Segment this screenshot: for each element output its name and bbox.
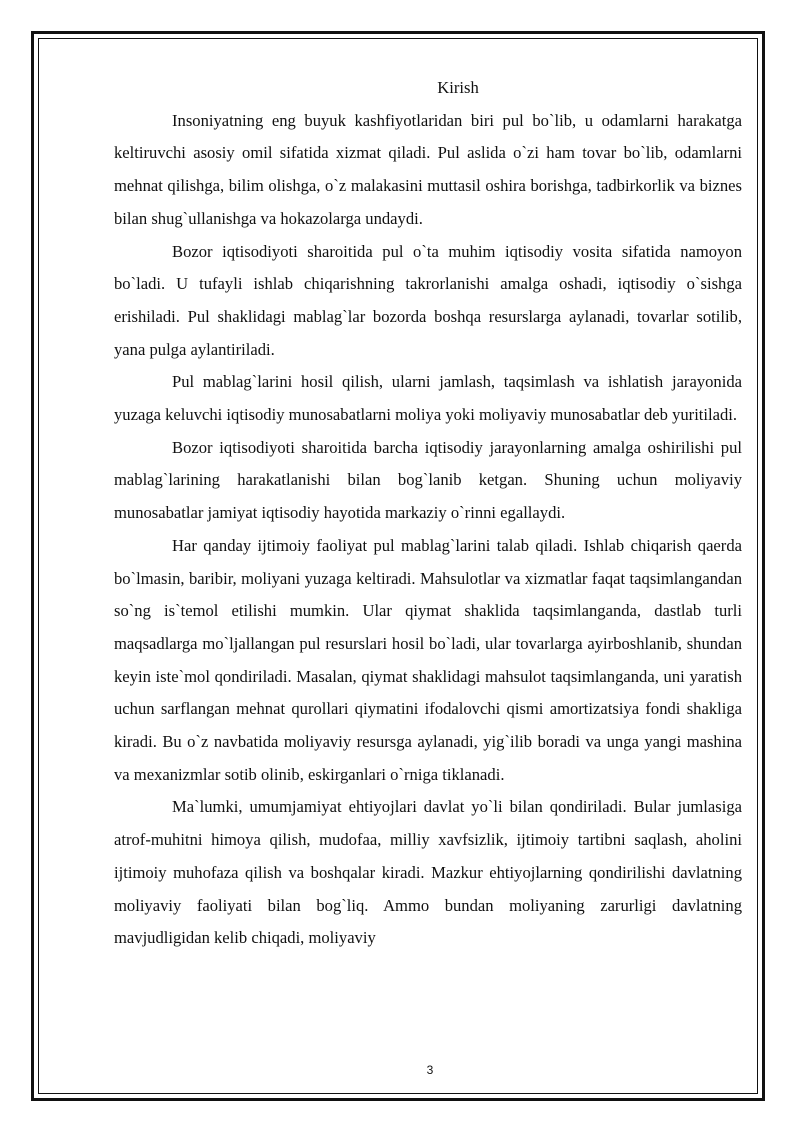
paragraph-3: Pul mablag`larini hosil qilish, ularni jamlash, taqsimlash va ishlatish jarayonida yuzaga keluvchi iqtisodiy munosabatlarni moliya yoki moliyaviy munosabatlar deb yuritiladi. <box>114 372 742 425</box>
document-title: Kirish <box>437 78 479 97</box>
page-number: 3 <box>426 1063 434 1077</box>
document-body <box>114 72 742 955</box>
paragraph-1: Insoniyatning eng buyuk kashfiyotlaridan biri pul bo`lib, u odamlarni harakatga keltiruvchi asosiy omil sifatida xizmat qiladi. Pul aslida o`zi ham tovar bo`lib, odamlarni mehnat qilishga, bilim olishga, o`z malakasini muttasil oshira borishga, tadbirkorlik va biznes bilan shug`ullanishga va hokazolarga undaydi. <box>114 110 742 228</box>
paragraph-5: Har qanday ijtimoiy faoliyat pul mablag`larini talab qiladi. Ishlab chiqarish qaerda bo`lmasin, baribir, moliyani yuzaga keltiradi. Mahsulotlar va xizmatlar faqat taqsimlangandan so`ng is`temol etilishi mumkin. Ular qiymat shaklida taqsimlanganda, dastlab turli maqsadlarga mo`ljallangan pul resurslari hosil bo`ladi, ular tovarlarga ayirboshlanib, shundan keyin iste`mol qondiriladi. Masalan, qiymat shaklidagi mahsulot taqsimlanganda, uni yaratish uchun sarflangan mehnat qurollari qiymatini ifodalovchi qismi amortizatsiya fondi shakliga kiradi. Bu o`z navbatida moliyaviy resursga aylanadi, yig`ilib boradi va unga yangi mashina va mexanizmlar sotib olinib, eskirganlari o`rniga tiklanadi. <box>114 535 742 784</box>
paragraph-6: Ma`lumki, umumjamiyat ehtiyojlari davlat yo`li bilan qondiriladi. Bular jumlasiga atrof-muhitni himoya qilish, mudofaa, milliy xavfsizlik, ijtimoiy tartibni saqlash, aholini ijtimoiy muhofaza qilish va boshqalar kiradi. Mazkur ehtiyojlarning qondirilishi davlatning moliyaviy faoliyati bilan bog`liq. Ammo bundan moliyaning zarurligi davlatning mavjudligidan kelib chiqadi, moliyaviy <box>114 797 742 948</box>
paragraph-2: Bozor iqtisodiyoti sharoitida pul o`ta muhim iqtisodiy vosita sifatida namoyon bo`ladi. U tufayli ishlab chiqarishning takrorlanishi amalga oshadi, iqtisodiy o`sishga erishiladi. Pul shaklidagi mablag`lar bozorda boshqa resurslarga aylanadi, tovarlar sotilib, yana pulga aylantiriladi. <box>114 241 742 359</box>
paragraph-4: Bozor iqtisodiyoti sharoitida barcha iqtisodiy jarayonlarning amalga oshirilishi pul mablag`larining harakatlanishi bilan bog`lanib ketgan. Shuning uchun moliyaviy munosabatlar jamiyat iqtisodiy hayotida markaziy o`rinni egallaydi. <box>114 437 742 523</box>
